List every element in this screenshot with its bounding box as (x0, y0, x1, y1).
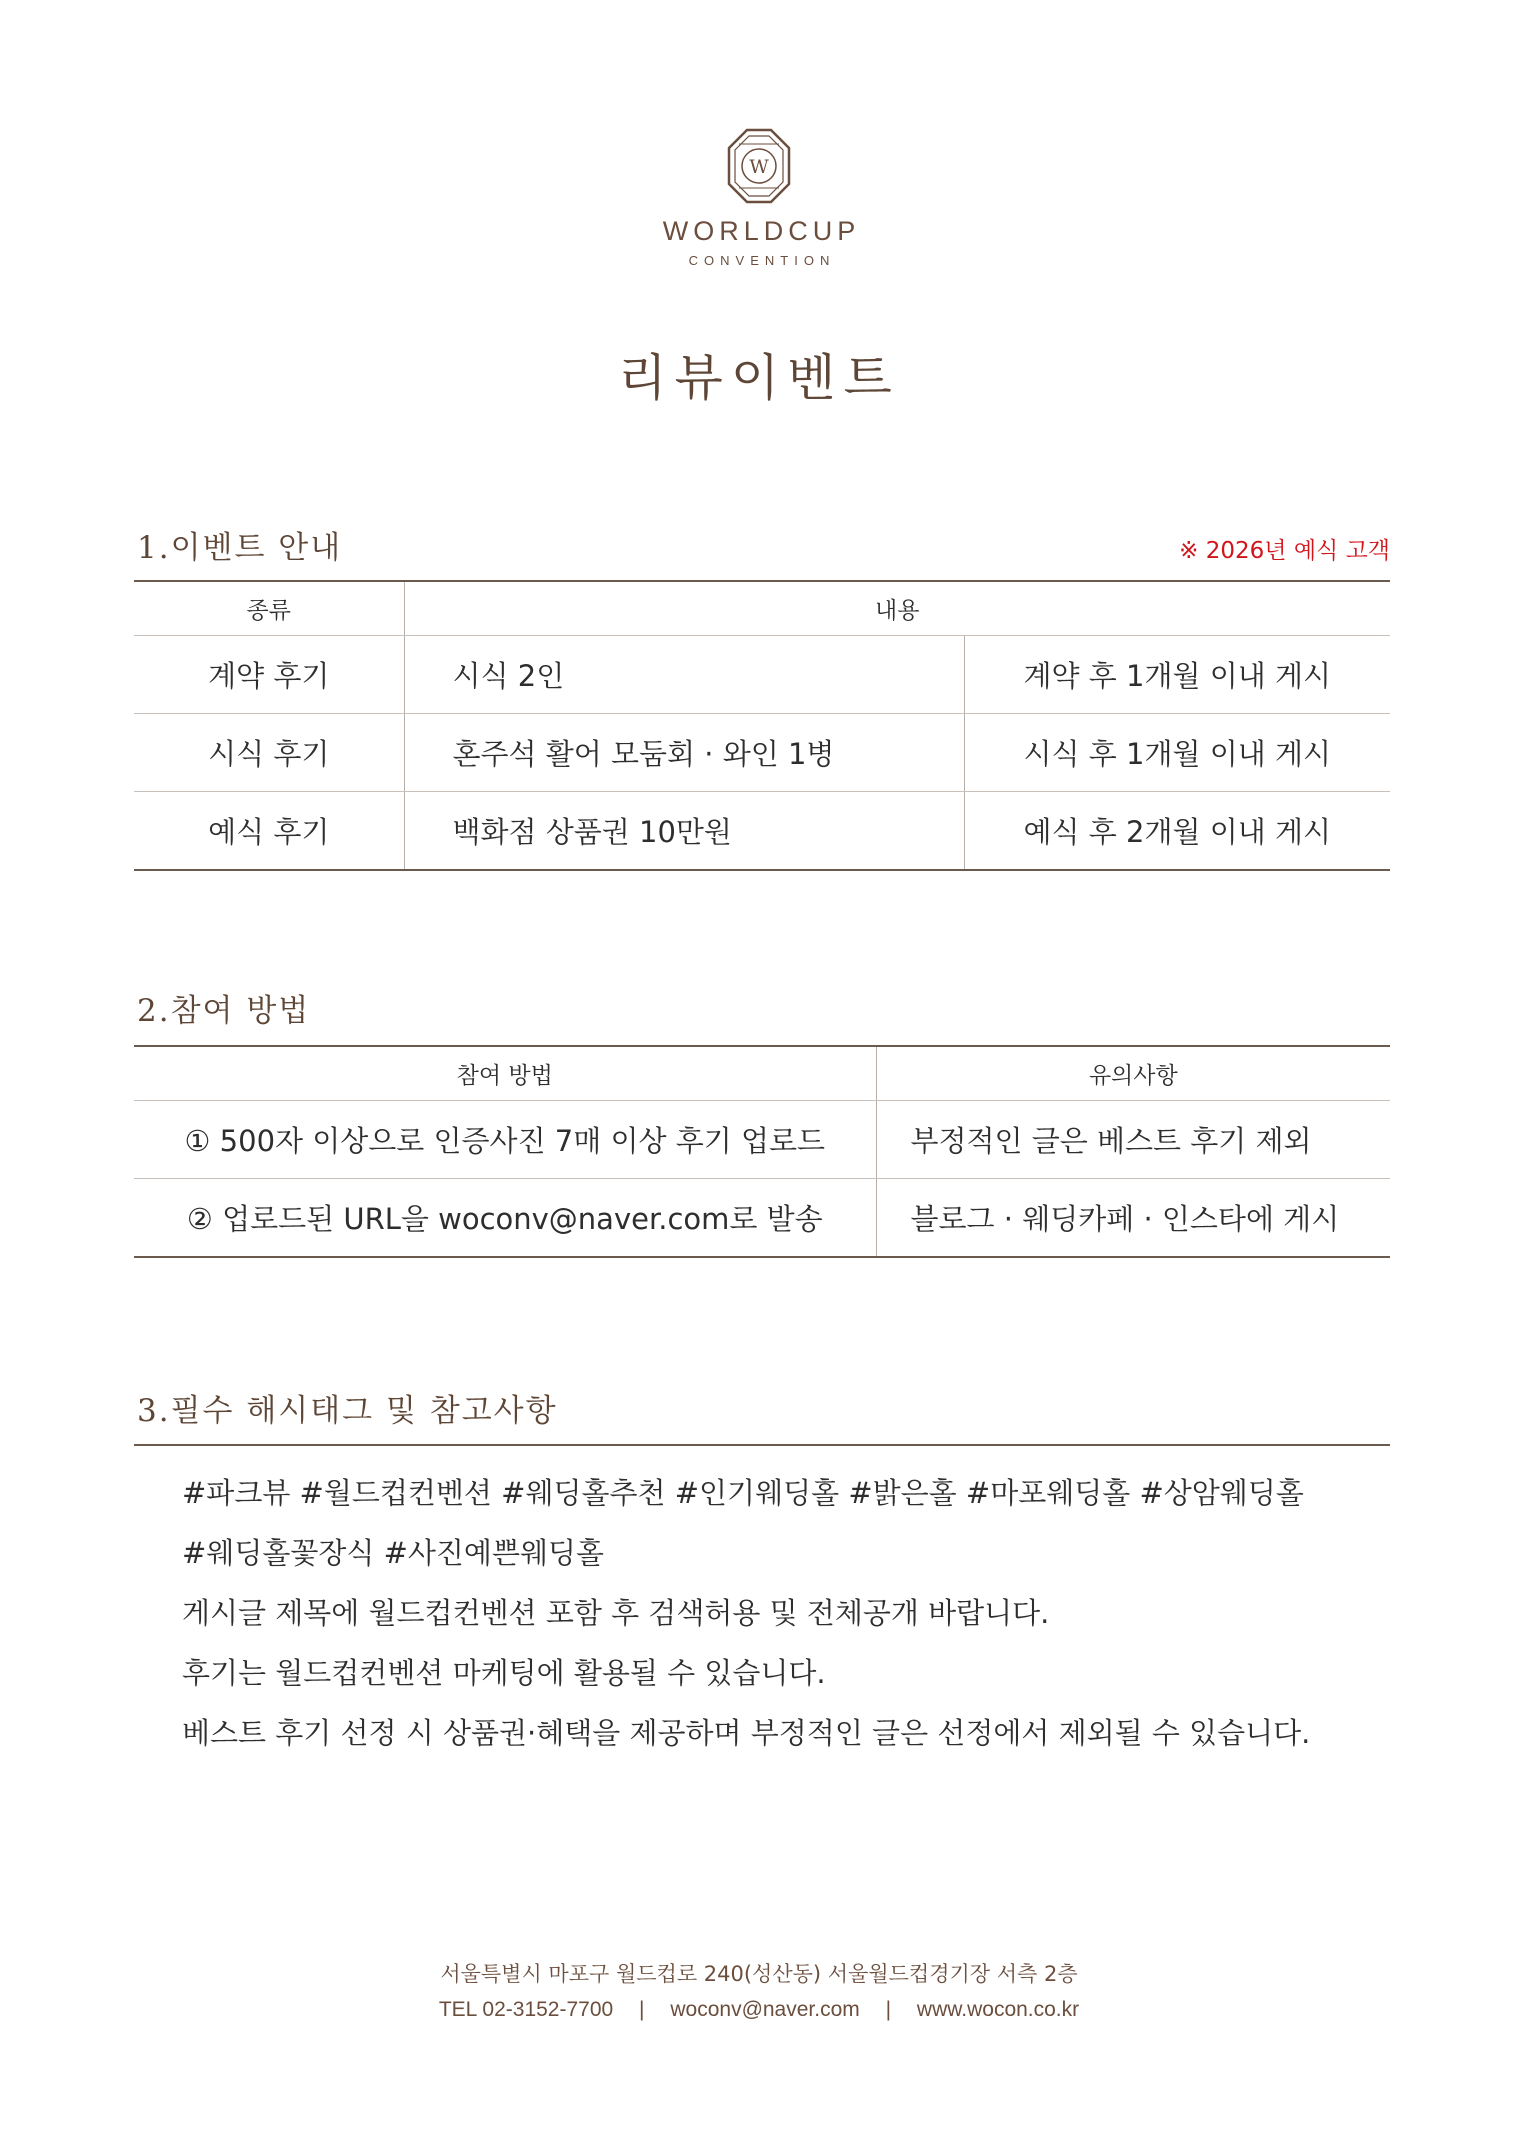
logo-mark: W (749, 156, 769, 178)
brand-logo (0, 128, 1518, 268)
participation-note: 블로그 · 웨딩카페 · 인스타에 게시 (876, 1179, 1390, 1258)
guideline-text: 베스트 후기 선정 시 상품권·혜택을 제공하며 부정적인 글은 선정에서 제외될 수 있습니다. (182, 1716, 1311, 1750)
review-deadline: 계약 후 1개월 이내 게시 (964, 636, 1390, 714)
header-method: 참여 방법 (134, 1046, 876, 1101)
octagon-emblem-icon (727, 128, 791, 204)
review-reward: 시식 2인 (404, 636, 964, 714)
page-title: 리뷰이벤트 (618, 349, 900, 407)
footer-separator: | (639, 1998, 645, 2021)
participation-method: ① 500자 이상으로 인증사진 7매 이상 후기 업로드 (134, 1101, 876, 1179)
table-row (134, 1101, 1390, 1179)
section3-body (182, 1463, 1372, 1763)
header-type: 종류 (134, 581, 404, 636)
section1-heading: 1.이벤트 안내 (137, 530, 343, 566)
footer-separator: | (885, 1998, 892, 2021)
header-content: 내용 (404, 581, 1390, 636)
review-type: 예식 후기 (134, 792, 404, 871)
section3-divider (134, 1444, 1390, 1446)
section2-heading: 2.참여 방법 (137, 993, 311, 1029)
footer-tel: TEL 02-3152-7700 (438, 1998, 614, 2021)
participation-table (134, 1045, 1390, 1258)
table-row (134, 714, 1390, 792)
table-row (134, 792, 1390, 871)
hashtag-line: #웨딩홀꽃장식 #사진예쁜웨딩홀 (182, 1536, 604, 1570)
footer-contact (0, 1998, 1518, 2022)
footer-address: 서울특별시 마포구 월드컵로 240(성산동) 서울월드컵경기장 서측 2층 (440, 1962, 1078, 1986)
notice-badge: ※ 2026년 예식 고객 (1179, 538, 1390, 564)
participation-note: 부정적인 글은 베스트 후기 제외 (876, 1101, 1390, 1179)
hashtag-line: #파크뷰 #월드컵컨벤션 #웨딩홀추천 #인기웨딩홀 #밝은홀 #마포웨딩홀 #상암웨딩홀 (182, 1476, 1304, 1510)
footer-website[interactable]: www.wocon.co.kr (916, 1998, 1080, 2021)
header-note: 유의사항 (876, 1046, 1390, 1101)
brand-subtitle: CONVENTION (688, 253, 836, 268)
footer-email[interactable]: woconv@naver.com (670, 1998, 860, 2021)
guideline-text: 후기는 월드컵컨벤션 마케팅에 활용될 수 있습니다. (182, 1656, 826, 1690)
section3-heading: 3.필수 해시태그 및 참고사항 (137, 1393, 558, 1429)
table-row (134, 636, 1390, 714)
review-type: 시식 후기 (134, 714, 404, 792)
event-info-table (134, 580, 1390, 871)
review-reward: 백화점 상품권 10만원 (404, 792, 964, 871)
review-deadline: 시식 후 1개월 이내 게시 (964, 714, 1390, 792)
table-row (134, 1179, 1390, 1258)
guideline-text: 게시글 제목에 월드컵컨벤션 포함 후 검색허용 및 전체공개 바랍니다. (182, 1596, 1050, 1630)
review-deadline: 예식 후 2개월 이내 게시 (964, 792, 1390, 871)
participation-method: ② 업로드된 URL을 woconv@naver.com로 발송 (134, 1179, 876, 1258)
review-reward: 혼주석 활어 모둠회 · 와인 1병 (404, 714, 964, 792)
review-type: 계약 후기 (134, 636, 404, 714)
brand-name: WORLDCUP (662, 216, 861, 246)
